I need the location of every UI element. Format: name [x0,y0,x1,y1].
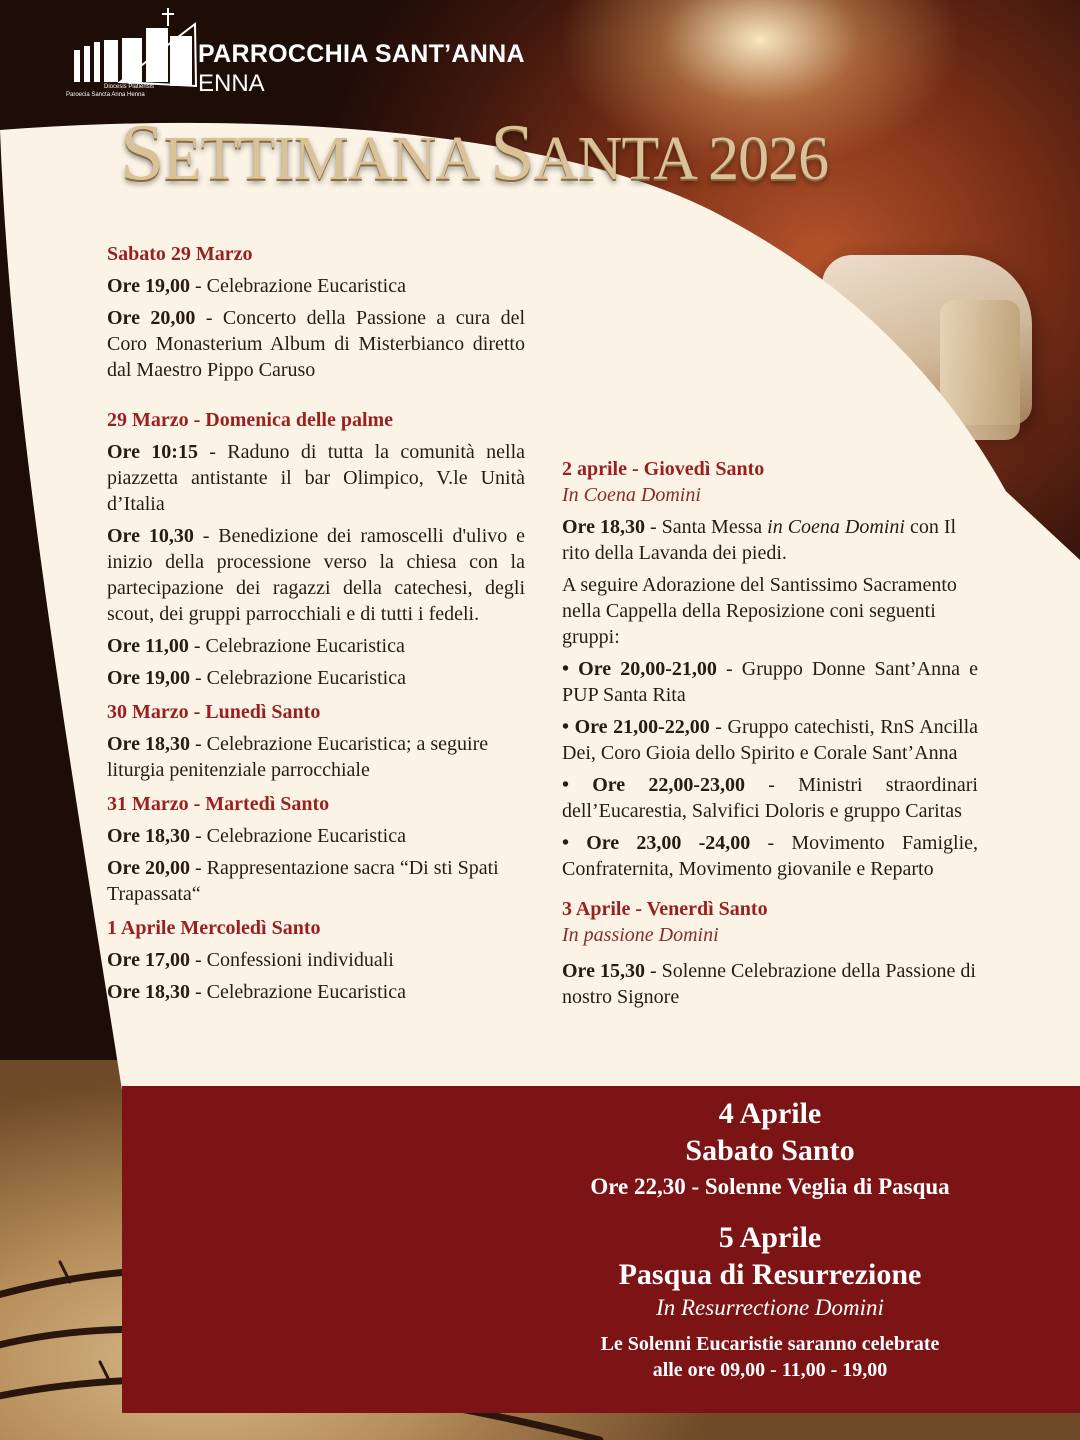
schedule-entry [107,633,525,659]
entry-text: - Benedizione dei ramoscelli d'ulivo e inizio della processione verso la chiesa con la partecipazione dei ragazzi della catechesi, degli scout, dei gruppi parrocchiali e di tutti i fedeli. [107,525,526,625]
parish-name: PARROCCHIA SANT’ANNA [198,40,525,68]
entry-time: Ore 20,00-21,00 [578,658,717,680]
day-subtitle: In passione Domini [562,924,719,946]
page-title [120,108,828,199]
day-heading: 30 Marzo - Lunedì Santo [107,701,321,723]
holy-saturday-name: Sabato Santo [685,1134,855,1167]
adoration-group-item: • Ore 23,00 -24,00 - Movimento Famiglie, Confraternita, Movimento giovanile e Reparto [562,832,979,880]
easter-schedule [460,1095,1080,1383]
adoration-group-item: • Ore 21,00-22,00 - Gruppo catechisti, RnS Ancilla Dei, Coro Gioia dello Spirito e Corale Sant’Anna [562,716,978,764]
title-initial-2: S [490,109,534,197]
schedule-entry [107,855,525,907]
adoration-group-item: • Ore 20,00-21,00 - Gruppo Donne Sant’Anna e PUP Santa Rita [562,658,978,706]
schedule-entry [562,958,978,1010]
right-column [562,456,978,1010]
title-word-2: ANTA 2026 [533,125,829,193]
entry-text: - Movimento Famiglie, Confraternita, Movimento giovanile e Reparto [562,832,979,880]
entry-time: Ore 17,00 [107,949,190,971]
entry-text: - Santa Messa [644,516,768,538]
left-column [107,241,525,1005]
entry-text: - Celebrazione Eucaristica [189,667,406,689]
entry-time: Ore 15,30 [562,960,645,982]
easter-name: Pasqua di Resurrezione [618,1258,922,1291]
easter-note-line-2: alle ore 09,00 - 11,00 - 19,00 [652,1359,888,1381]
schedule-entry [107,731,525,783]
entry-time: Ore 23,00 -24,00 [586,832,751,854]
entry-time: Ore 10,30 [107,525,194,547]
schedule-entry [107,979,525,1005]
day-heading: 3 Aprile - Venerdì Santo [562,898,768,920]
day-subtitle: In Coena Domini [562,484,701,506]
entry-time: Ore 19,00 [107,667,190,689]
holy-saturday-time: Ore 22,30 - Solenne Veglia di Pasqua [590,1174,950,1199]
holy-saturday-date: 4 Aprile [718,1097,822,1130]
logo-caption-1: Diocesis Platiensis [104,84,155,90]
entry-time: Ore 18,30 [107,733,190,755]
entry-time: Ore 20,00 [107,307,196,329]
day-heading: 29 Marzo - Domenica delle palme [107,409,394,431]
entry-text: - Rappresentazione sacra “Di sti Spati Trapassata“ [107,857,499,905]
schedule-entry [562,514,978,566]
day-heading: Sabato 29 Marzo [107,243,253,265]
title-initial-1: S [120,109,164,197]
day-heading: 31 Marzo - Martedì Santo [107,793,330,815]
title-word-1: ETTIMANA [163,125,491,193]
entry-time: Ore 18,30 [562,516,645,538]
entry-time: Ore 21,00-22,00 [574,716,710,738]
entry-text: - Celebrazione Eucaristica; a seguire liturgia penitenziale parrocchiale [107,733,489,781]
entry-text: - Gruppo Donne Sant’Anna e PUP Santa Rita [562,658,978,706]
schedule-entry [107,439,525,517]
easter-note-line-1: Le Solenni Eucaristie saranno celebrate [600,1333,940,1355]
entry-time: Ore 22,00-23,00 [592,774,746,796]
entry-text: - Celebrazione Eucaristica [188,635,405,657]
entry-time: Ore 10:15 [107,441,198,463]
schedule-entry [107,273,525,299]
entry-text: - Gruppo catechisti, RnS Ancilla Dei, Coro Gioia dello Spirito e Corale Sant’Anna [562,716,978,764]
schedule-entry: A seguire Adorazione del Santissimo Sacramento nella Cappella della Reposizione coni seguenti gruppi: [562,574,957,648]
schedule-entry [107,665,525,691]
adoration-group-item: • Ore 22,00-23,00 - Ministri straordinari dell’Eucarestia, Salvifici Doloris e gruppo Caritas [562,774,978,822]
schedule-entry [107,523,525,627]
logo-caption-2: Paroecia Sancta Anna Henna [66,92,145,98]
schedule-entry [107,823,525,849]
entry-text: - Celebrazione Eucaristica [189,275,406,297]
entry-time: Ore 19,00 [107,275,190,297]
entry-text: - Celebrazione Eucaristica [189,981,406,1003]
schedule-entry [107,305,525,383]
entry-text: - Celebrazione Eucaristica [189,825,406,847]
entry-time: Ore 18,30 [107,981,190,1003]
entry-text: - Raduno di tutta la comunità nella piazzetta antistante il bar Olimpico, V.le Unità d’Italia [107,441,525,515]
day-heading: 1 Aprile Mercoledì Santo [107,917,321,939]
entry-time: Ore 18,30 [107,825,190,847]
schedule-entry [107,947,525,973]
entry-text-italic: in Coena Domini [767,516,905,538]
day-heading: 2 aprile - Giovedì Santo [562,458,765,480]
entry-text: - Ministri straordinari dell’Eucarestia, Salvifici Doloris e gruppo Caritas [562,774,978,822]
parish-city: ENNA [198,70,265,97]
entry-text: - Confessioni individuali [189,949,394,971]
entry-time: Ore 20,00 [107,857,190,879]
entry-text: - Concerto della Passione a cura del Coro Monasterium Album di Misterbianco diretto dal Maestro Pippo Caruso [107,307,526,381]
entry-time: Ore 11,00 [107,635,189,657]
easter-subtitle: In Resurrectione Domini [656,1295,884,1320]
entry-text: con Il rito della Lavanda dei piedi. [562,516,957,564]
entry-text: - Solenne Celebrazione della Passione di nostro Signore [562,960,976,1008]
easter-date: 5 Aprile [718,1221,822,1254]
